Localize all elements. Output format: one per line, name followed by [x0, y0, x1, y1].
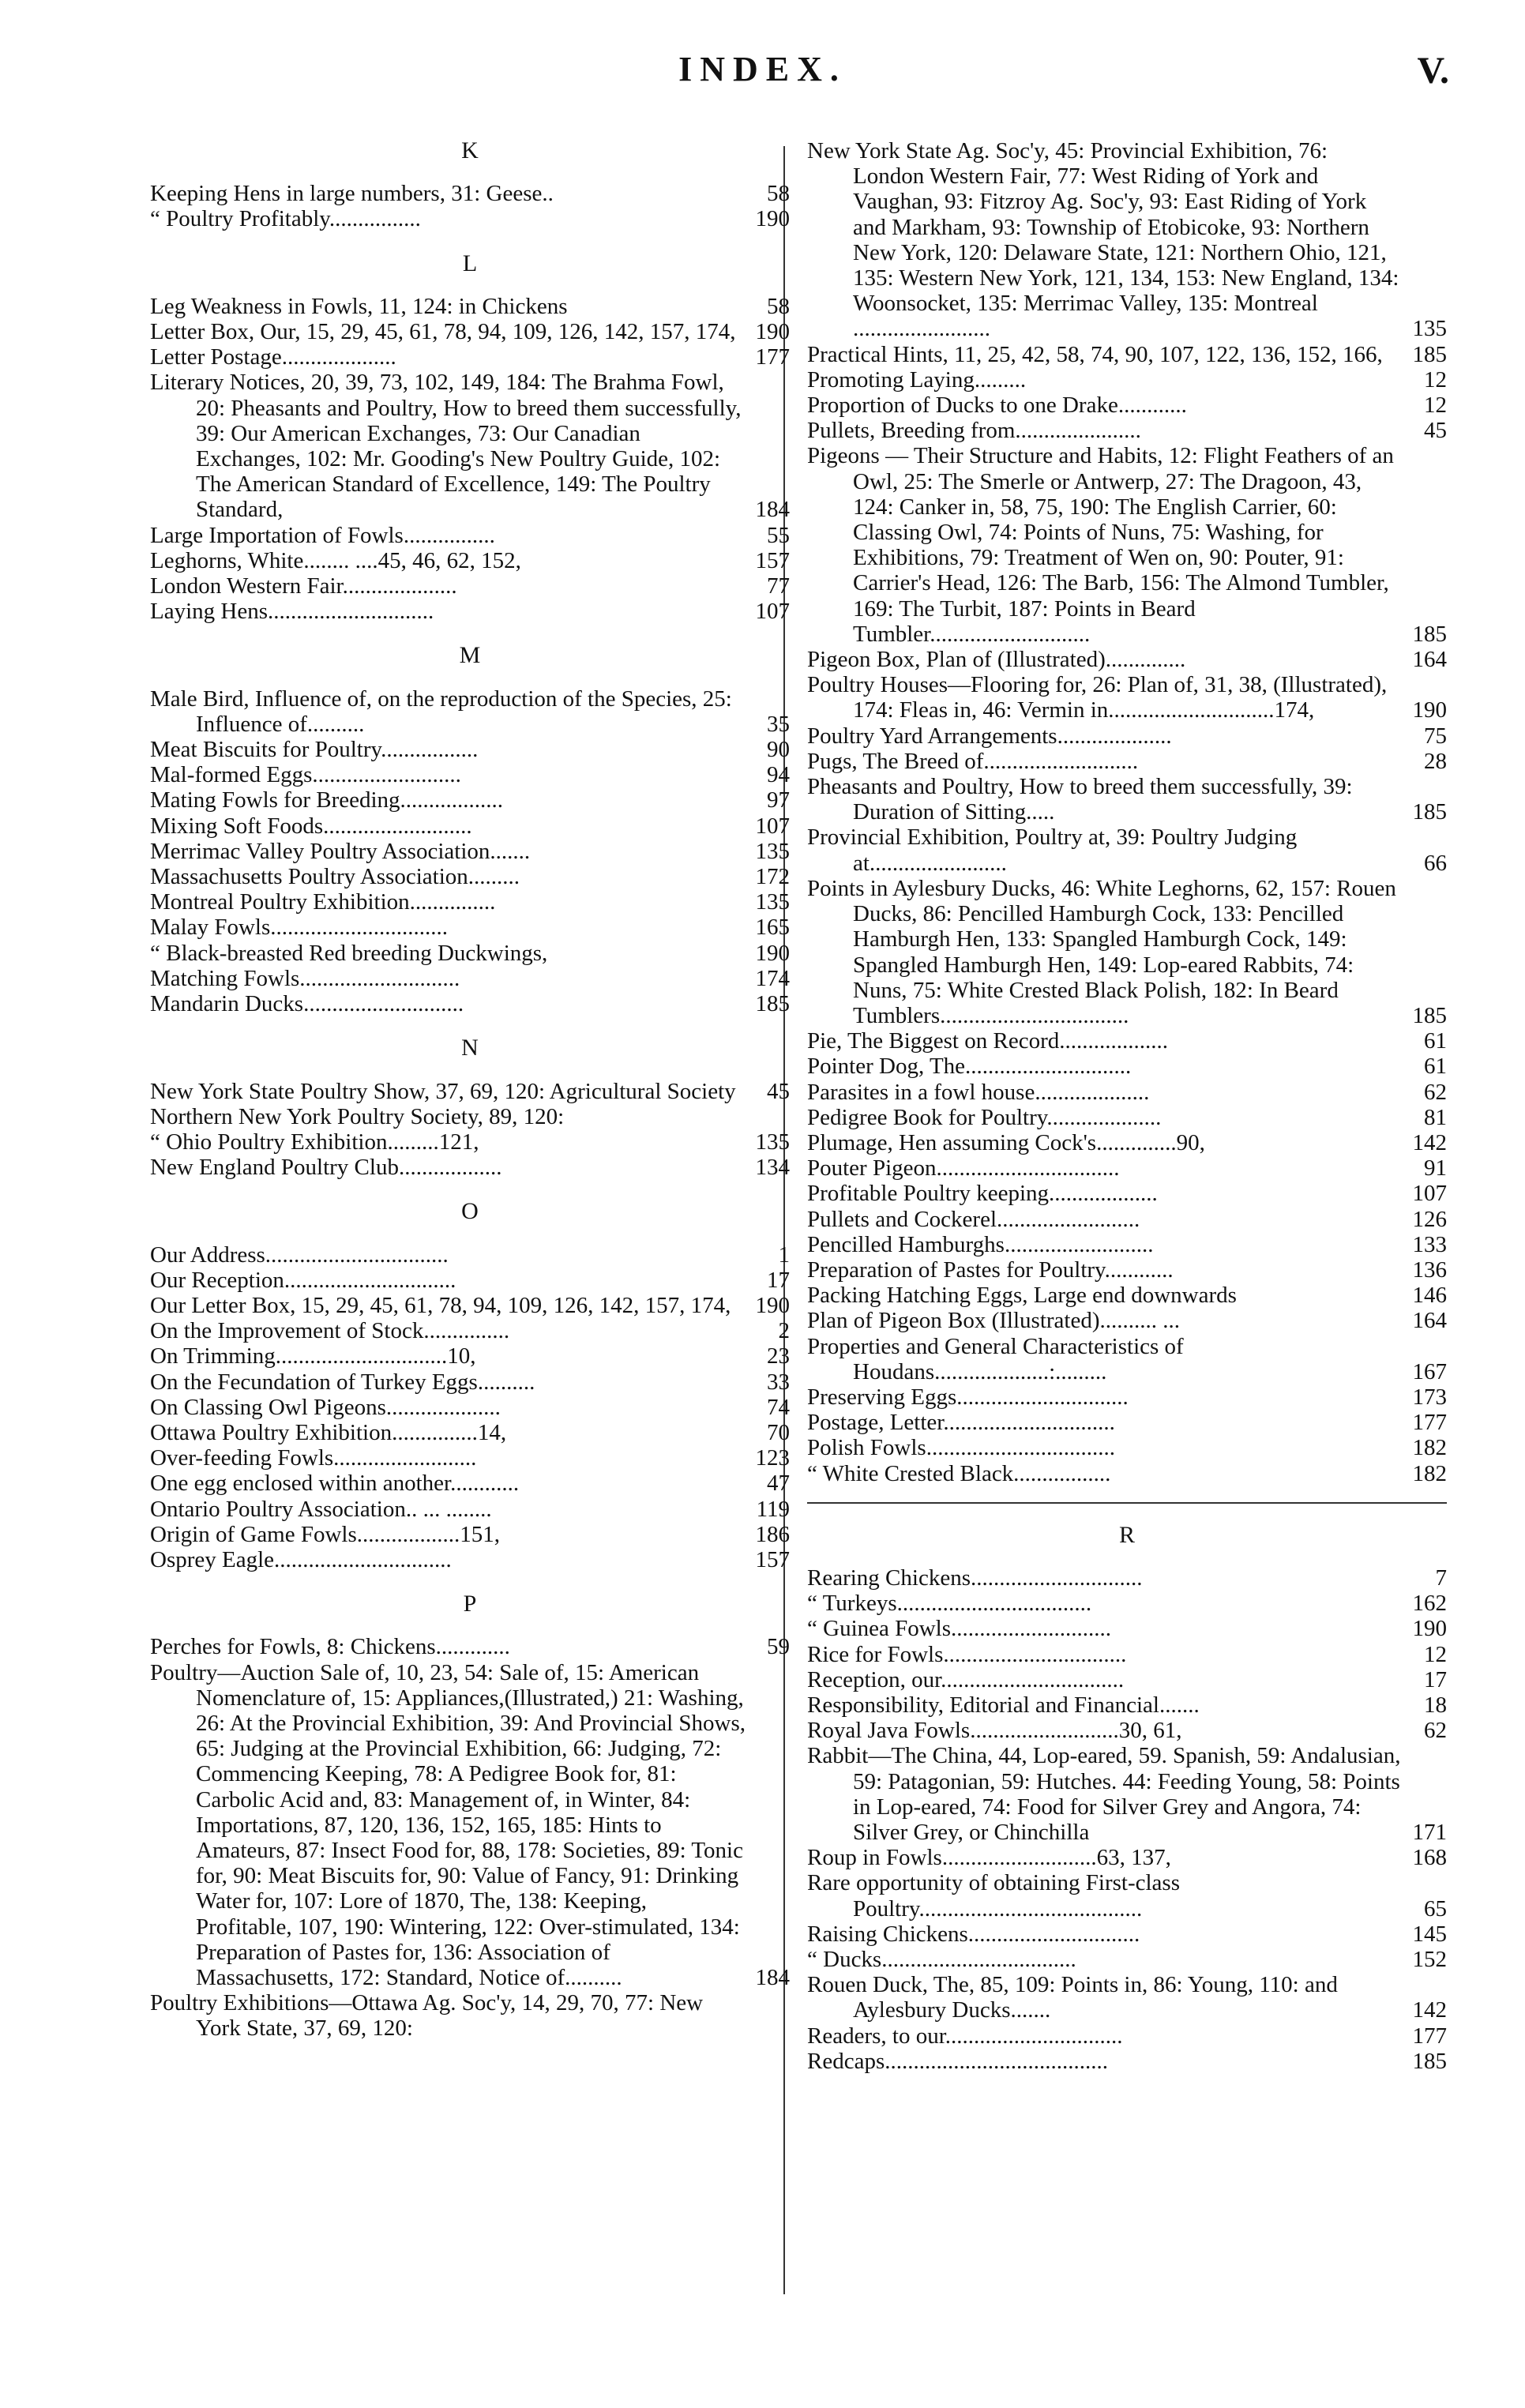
index-entry-page: 90 [767, 737, 790, 763]
section-letter: M [459, 642, 481, 669]
page-number: V. [1417, 50, 1449, 92]
index-entry-page: 190 [755, 206, 790, 232]
index-entry [807, 1105, 1447, 1130]
index-entry-page: 172 [755, 864, 790, 890]
index-entry [807, 2049, 1447, 2074]
index-entry-text: Roup in Fowls...........................63, 137, [807, 1845, 1171, 1871]
index-entry-text: Massachusetts Poultry Association......... [150, 864, 520, 890]
index-entry [150, 1369, 790, 1395]
index-entry-text: “ Ducks.................................. [807, 1947, 1076, 1973]
index-entry-page: 59 [767, 1634, 790, 1660]
index-entry-page: 33 [767, 1369, 790, 1395]
index-entry [807, 723, 1447, 749]
index-entry [807, 1718, 1447, 1743]
index-entry-page: 184 [755, 1965, 790, 1990]
index-entry [150, 1129, 790, 1155]
index-entry [807, 647, 1447, 672]
index-entry-text: Literary Notices, 20, 39, 73, 102, 149, 184: The Brahma Fowl, 20: Pheasants and Poultry, How to breed them successfully, 39: Our American Exchanges, 73: Our Canadian Exchanges, 102: Mr. Gooding's New Poultry Guide, 102: The American Standard of Excellence, 149: The Poultry Standard, [150, 370, 742, 523]
index-entry-text: Provincial Exhibition, Poultry at, 39: Poultry Judging at........................ [807, 825, 1298, 876]
index-entry-page: 77 [767, 573, 790, 599]
index-entry-page: 182 [1412, 1435, 1447, 1461]
section-letter: O [461, 1198, 479, 1225]
index-entry-page: 1 [778, 1242, 790, 1268]
index-entry-text: Points in Aylesbury Ducks, 46: White Leghorns, 62, 157: Rouen Ducks, 86: Pencilled Hamburgh Cock, 133: Pencilled Hamburgh Hen, 133: Spangled Hamburgh Cock, 149: Spangled Hamburgh Hen, 149: Lop-eared Rabbits, 74: Nuns, 75: White Crested Black Polish, 182: In Beard Tumblers................................. [807, 875, 1396, 1028]
section-letter: R [1118, 1521, 1135, 1548]
index-entry-page: 152 [1412, 1947, 1447, 1973]
index-entry [150, 1471, 790, 1496]
index-entry-text: “ Turkeys.................................. [807, 1591, 1092, 1617]
index-entry [807, 1642, 1447, 1667]
index-entry-page: 74 [767, 1394, 790, 1420]
index-entry-page: 164 [1412, 1308, 1447, 1334]
index-entry-text: On the Improvement of Stock............... [150, 1318, 510, 1344]
index-entry-page: 70 [767, 1419, 790, 1445]
index-entry-text: Properties and General Characteristics of Houdans....................:......... [807, 1333, 1184, 1384]
index-entry-page: 12 [1424, 366, 1447, 393]
index-entry [807, 1922, 1447, 1947]
index-entry [807, 1283, 1447, 1308]
index-entry-text: Pullets, Breeding from...................... [807, 418, 1141, 444]
section-rule [807, 1502, 1447, 1504]
index-entry-text: Promoting Laying......... [807, 366, 1027, 393]
index-entry [807, 1565, 1447, 1591]
index-entry-page: 107 [1412, 1181, 1447, 1207]
index-entry-page: 190 [1412, 1616, 1447, 1642]
index-entry-text: Pedigree Book for Poultry.................... [807, 1104, 1162, 1130]
index-entry [150, 1155, 790, 1180]
index-entry [150, 370, 790, 522]
index-entry [807, 774, 1447, 825]
index-entry-text: Poultry Exhibitions—Ottawa Ag. Soc'y, 14, 29, 70, 77: New York State, 37, 69, 120: [150, 1990, 704, 2042]
index-entry [150, 762, 790, 787]
index-entry-page: 7 [1435, 1565, 1447, 1591]
index-entry-text: “ Black-breasted Red breeding Duckwings, [150, 940, 548, 966]
index-entry-page: 146 [1412, 1283, 1447, 1309]
index-entry [807, 1207, 1447, 1232]
index-entry-text: Rouen Duck, The, 85, 109: Points in, 86: Young, 110: and Aylesbury Ducks....... [807, 1972, 1338, 2023]
index-entry-text: One egg enclosed within another............ [150, 1471, 520, 1497]
index-entry [807, 749, 1447, 774]
index-entry-page: 18 [1424, 1692, 1447, 1718]
index-entry [807, 1334, 1447, 1384]
index-entry-text: Rice for Fowls................................ [807, 1641, 1127, 1667]
index-entry-text: Responsibility, Editorial and Financial....... [807, 1692, 1200, 1718]
index-entry-text: Our Letter Box, 15, 29, 45, 61, 78, 94, 109, 126, 142, 157, 174, [150, 1292, 731, 1318]
index-entry-page: 190 [755, 319, 790, 345]
right-column [807, 138, 1447, 2074]
index-entry-page: 58 [767, 181, 790, 207]
index-entry-page: 17 [767, 1267, 790, 1293]
index-entry-text: Over-feeding Fowls......................... [150, 1445, 477, 1471]
index-entry-text: Letter Box, Our, 15, 29, 45, 61, 78, 94, 109, 126, 142, 157, 174, [150, 319, 736, 345]
index-entry-text: “ Guinea Fowls............................ [807, 1616, 1112, 1642]
index-entry [150, 294, 790, 319]
index-entry [807, 1080, 1447, 1105]
index-entry-page: 62 [1424, 1079, 1447, 1105]
index-entry [807, 1972, 1447, 2023]
index-entry-text: “ Poultry Profitably................ [150, 206, 421, 232]
index-entry-text: Our Reception.............................. [150, 1267, 456, 1293]
index-entry-page: 162 [1412, 1591, 1447, 1617]
index-entry-text: Pointer Dog, The............................. [807, 1054, 1132, 1080]
index-entry [150, 787, 790, 813]
index-entry-page: 167 [1412, 1358, 1447, 1384]
index-entry-text: Parasites in a fowl house.................... [807, 1079, 1150, 1105]
index-entry [807, 1845, 1447, 1870]
index-entry-page: 75 [1424, 723, 1447, 749]
index-entry-text: On the Fecundation of Turkey Eggs.......... [150, 1369, 535, 1395]
index-entry [807, 1616, 1447, 1641]
index-entry [150, 889, 790, 915]
index-entry-text: Royal Java Fowls..........................30, 61, [807, 1718, 1182, 1744]
index-entry-page: 173 [1412, 1384, 1447, 1410]
index-entry-page: 177 [1412, 2023, 1447, 2049]
index-entry-text: Leg Weakness in Fowls, 11, 124: in Chickens [150, 293, 568, 319]
index-entry-text: Preparation of Pastes for Poultry............ [807, 1257, 1174, 1283]
index-entry-text: London Western Fair.................... [150, 573, 457, 599]
index-entry-page: 145 [1412, 1921, 1447, 1947]
index-entry-text: Leghorns, White........ ....45, 46, 62, 152, [150, 547, 521, 573]
index-entry-page: 55 [767, 522, 790, 548]
index-entry [807, 1667, 1447, 1692]
index-entry-text: Ontario Poultry Association.. ... ........ [150, 1496, 492, 1522]
index-entry-page: 45 [767, 1078, 790, 1104]
index-entry [150, 1634, 790, 1659]
index-entry [150, 1079, 790, 1104]
index-entry [150, 737, 790, 762]
index-entry-page: 23 [767, 1343, 790, 1369]
index-entry-text: Proportion of Ducks to one Drake............ [807, 393, 1187, 419]
index-entry-page: 119 [756, 1496, 790, 1522]
index-entry-text: Poultry Houses—Flooring for, 26: Plan of, 31, 38, (Illustrated), 174: Fleas in, 46: Vermin in.............................174, [807, 672, 1388, 723]
index-entry-text: Mandarin Ducks............................ [150, 991, 464, 1017]
index-entry [150, 1522, 790, 1547]
index-entry-text: Origin of Game Fowls..................151, [150, 1521, 501, 1547]
index-entry-text: Montreal Poultry Exhibition............... [150, 889, 496, 915]
index-entry [807, 1591, 1447, 1616]
index-entry [150, 686, 790, 737]
index-entry-text: Readers, to our............................... [807, 2023, 1123, 2049]
index-entry-page: 190 [755, 1292, 790, 1318]
index-entry [150, 548, 790, 573]
index-entry-page: 58 [767, 293, 790, 319]
index-entry-text: Merrimac Valley Poultry Association....... [150, 838, 531, 864]
index-entry-page: 123 [755, 1445, 790, 1471]
index-entry-text: Preserving Eggs.............................. [807, 1384, 1129, 1410]
index-entry-page: 135 [755, 838, 790, 864]
index-entry [807, 1130, 1447, 1155]
index-entry [807, 2023, 1447, 2049]
index-entry-page: 135 [1412, 316, 1447, 342]
index-entry [807, 825, 1447, 875]
page-header [0, 49, 1525, 104]
index-entry [807, 418, 1447, 443]
index-entry-text: Ottawa Poultry Exhibition...............14, [150, 1419, 507, 1445]
index-entry-text: Reception, our................................ [807, 1666, 1125, 1692]
index-entry-page: 185 [1412, 341, 1447, 367]
index-entry-page: 157 [755, 547, 790, 573]
index-entry-page: 94 [767, 762, 790, 788]
index-entry-page: 107 [755, 599, 790, 625]
index-entry-text: Pigeon Box, Plan of (Illustrated).............. [807, 647, 1186, 673]
index-entry [150, 1660, 790, 1991]
section-letter: P [463, 1591, 477, 1617]
index-entry-text: Matching Fowls............................ [150, 965, 460, 991]
index-entry-text: Meat Biscuits for Poultry................. [150, 737, 479, 763]
index-entry-text: Pigeons — Their Structure and Habits, 12: Flight Feathers of an Owl, 25: The Smerle or Antwerp, 27: The Dragoon, 43, 124: Canker in, 58, 75, 190: The English Carrier, 60: Classing Owl, 74: Points of Nuns, 75: Washing, for Exhibitions, 79: Treatment of Wen on, 90: Pouter, 91: Carrier's Head, 126: The Barb, 156: The Almond Tumbler, 169: The Turbit, 187: Points in Beard Tumbler............................ [807, 443, 1394, 647]
index-entry [150, 864, 790, 889]
index-entry-page: 12 [1424, 1641, 1447, 1667]
index-entry-text: Rabbit—The China, 44, Lop-eared, 59. Spanish, 59: Andalusian, 59: Patagonian, 59: Hutches. 44: Feeding Young, 58: Points in Lop-eared, 74: Food for Silver Grey and Angora, 74: Silver Grey, or Chinchilla [807, 1743, 1401, 1845]
index-entry [150, 573, 790, 599]
index-entry [807, 1308, 1447, 1333]
index-entry-text: Postage, Letter.............................. [807, 1410, 1115, 1436]
index-entry [150, 915, 790, 940]
index-entry-page: 177 [1412, 1410, 1447, 1436]
index-entry-text: Redcaps....................................... [807, 2048, 1108, 2074]
index-entry-text: Poultry—Auction Sale of, 10, 23, 54: Sale of, 15: American Nomenclature of, 15: Appliances,(Illustrated,) 21: Washing, 26: At the Provincial Exhibition, 39: And Provincial Shows, 65: Judging at the Provincial Exhibition, 66: Judging, 72: Commencing Keeping, 78: A Pedigree Book for, 81: Carbolic Acid and, 83: Management of, in Winter, 84: Importations, 87, 120, 136, 152, 165, 185: Hints to Amateurs, 87: Insect Food for, 88, 178: Societies, 89: Tonic for, 90: Meat Biscuits for, 90: Value of Fancy, 91: Drinking Water for, 107: Lore of 1870, The, 138: Keeping, Profitable, 107, 190: Wintering, 122: Over-stimulated, 134: Preparation of Pastes for, 136: Association of Massachusetts, 172: Standard, Notice of.......... [150, 1659, 746, 1990]
index-entry-page: 168 [1412, 1845, 1447, 1871]
index-entry-page: 185 [1412, 621, 1447, 647]
index-entry [150, 1420, 790, 1445]
index-entry [807, 367, 1447, 393]
index-entry [807, 1232, 1447, 1257]
index-entry-text: Plan of Pigeon Box (Illustrated).......... ... [807, 1308, 1181, 1334]
index-entry-page: 126 [1412, 1206, 1447, 1232]
index-entry [807, 1384, 1447, 1410]
section-letter: L [462, 250, 478, 276]
index-entry-text: “ White Crested Black................. [807, 1460, 1111, 1486]
index-entry [150, 941, 790, 966]
index-entry-page: 185 [1412, 1002, 1447, 1028]
index-entry-text: Rearing Chickens.............................. [807, 1565, 1143, 1591]
index-entry-page: 28 [1424, 748, 1447, 774]
index-entry [150, 1104, 790, 1129]
index-entry-text: Rare opportunity of obtaining First-class Poultry....................................... [807, 1870, 1180, 1922]
index-entry-text: Letter Postage.................... [150, 344, 396, 370]
index-entry-page: 136 [1412, 1257, 1447, 1283]
index-entry-text: Profitable Poultry keeping................... [807, 1181, 1158, 1207]
index-entry-text: Laying Hens............................. [150, 599, 434, 625]
index-entry-text: New England Poultry Club.................. [150, 1155, 502, 1181]
index-entry [807, 1743, 1447, 1845]
index-entry [807, 1410, 1447, 1435]
index-entry [807, 876, 1447, 1028]
index-entry [807, 1054, 1447, 1079]
index-entry-page: 185 [1412, 2048, 1447, 2074]
index-entry [150, 1547, 790, 1572]
index-entry-text: Packing Hatching Eggs, Large end downwards [807, 1283, 1237, 1309]
index-entry [807, 672, 1447, 723]
index-entry [807, 1257, 1447, 1283]
left-column [150, 138, 790, 2042]
index-entry-text: “ Ohio Poultry Exhibition.........121, [150, 1129, 479, 1155]
index-entry [150, 991, 790, 1016]
index-entry-text: On Classing Owl Pigeons.................... [150, 1394, 501, 1420]
index-entry-page: 186 [755, 1521, 790, 1547]
index-entry-page: 174 [755, 965, 790, 991]
index-entry [150, 181, 790, 206]
index-entry [150, 1293, 790, 1318]
index-entry-page: 142 [1412, 1997, 1447, 2023]
index-entry-page: 184 [755, 497, 790, 523]
index-entry [150, 344, 790, 370]
index-entry-text: Pouter Pigeon................................ [807, 1155, 1120, 1181]
index-entry-page: 135 [755, 889, 790, 915]
index-entry-page: 12 [1424, 393, 1447, 419]
index-entry-text: Pencilled Hamburghs.......................... [807, 1231, 1154, 1257]
index-entry-page: 142 [1412, 1129, 1447, 1155]
index-entry-text: Polish Fowls................................. [807, 1435, 1115, 1461]
index-entry-page: 107 [755, 813, 790, 839]
index-entry [150, 1318, 790, 1343]
index-entry [150, 1242, 790, 1268]
index-entry [807, 138, 1447, 342]
index-entry [150, 966, 790, 991]
index-entry-page: 185 [1412, 799, 1447, 825]
index-entry [150, 206, 790, 231]
index-entry-page: 165 [755, 915, 790, 941]
index-entry-page: 182 [1412, 1460, 1447, 1486]
index-entry-page: 134 [755, 1155, 790, 1181]
index-entry-text: On Trimming..............................10, [150, 1343, 476, 1369]
index-entry-page: 45 [1424, 418, 1447, 444]
index-entry-page: 61 [1424, 1054, 1447, 1080]
index-entry-page: 62 [1424, 1718, 1447, 1744]
index-entry [150, 523, 790, 548]
section-letter: K [461, 137, 479, 163]
index-entry [807, 342, 1447, 367]
index-entry-page: 190 [755, 940, 790, 966]
index-entry [150, 813, 790, 839]
index-entry [150, 599, 790, 624]
index-entry-page: 133 [1412, 1231, 1447, 1257]
index-entry [807, 1870, 1447, 1921]
index-entry [150, 1268, 790, 1293]
index-entry [150, 319, 790, 344]
index-entry-text: Raising Chickens.............................. [807, 1921, 1140, 1947]
page-title: INDEX. [678, 50, 847, 88]
index-entry [807, 443, 1447, 647]
index-entry [807, 1181, 1447, 1206]
index-entry-text: Mal-formed Eggs.......................... [150, 762, 461, 788]
index-entry [807, 1947, 1447, 1972]
index-entry [150, 1395, 790, 1420]
section-letter: N [461, 1035, 479, 1061]
index-entry-page: 97 [767, 787, 790, 813]
index-entry-text: Mixing Soft Foods.......................... [150, 813, 472, 839]
index-entry-text: Osprey Eagle............................... [150, 1546, 452, 1572]
index-entry [807, 1028, 1447, 1054]
index-entry-page: 171 [1412, 1820, 1447, 1845]
index-entry [807, 1155, 1447, 1181]
index-entry [807, 1461, 1447, 1486]
index-entry-text: Large Importation of Fowls................ [150, 522, 495, 548]
index-entry [150, 1990, 790, 2041]
index-entry-text: New York State Ag. Soc'y, 45: Provincial Exhibition, 76: London Western Fair, 77: West Riding of York and Vaughan, 93: Fitzroy Ag. Soc'y, 93: East Riding of York and Markham, 93: Township of Etobicoke, 93: Northern New York, 120: Delaware State, 121: Northern Ohio, 121, 135: Western New York, 121, 134, 153: New England, 134: Woonsocket, 135: Merrimac Valley, 135: Montreal ........................ [807, 138, 1399, 342]
index-entry-page: 65 [1424, 1895, 1447, 1922]
index-entry [150, 1343, 790, 1369]
index-entry-page: 190 [1412, 697, 1447, 723]
index-entry-text: Plumage, Hen assuming Cock's..............90, [807, 1129, 1205, 1155]
index-entry-text: Perches for Fowls, 8: Chickens............. [150, 1634, 510, 1660]
index-entry-text: Keeping Hens in large numbers, 31: Geese.. [150, 181, 554, 207]
index-entry [807, 1435, 1447, 1460]
index-entry-text: Mating Fowls for Breeding.................. [150, 787, 504, 813]
index-entry-page: 157 [755, 1546, 790, 1572]
index-entry-text: Northern New York Poultry Society, 89, 120: [150, 1103, 565, 1129]
index-entry-text: Practical Hints, 11, 25, 42, 58, 74, 90, 107, 122, 136, 152, 166, [807, 341, 1383, 367]
index-entry-text: Poultry Yard Arrangements.................... [807, 723, 1172, 749]
index-entry [807, 393, 1447, 418]
index-entry-text: Malay Fowls............................... [150, 915, 448, 941]
index-entry-page: 91 [1424, 1155, 1447, 1181]
index-entry-page: 17 [1424, 1666, 1447, 1692]
index-entry-text: Pullets and Cockerel......................... [807, 1206, 1140, 1232]
index-entry-page: 61 [1424, 1028, 1447, 1054]
index-entry-page: 2 [778, 1318, 790, 1344]
index-entry [150, 1497, 790, 1522]
index-entry-page: 185 [755, 991, 790, 1017]
index-entry-text: Male Bird, Influence of, on the reproduction of the Species, 25: Influence of.......... [150, 686, 732, 737]
index-entry-page: 177 [755, 344, 790, 370]
index-entry [150, 1445, 790, 1471]
index-entry-page: 135 [755, 1129, 790, 1155]
index-entry [150, 839, 790, 864]
index-entry-text: Pie, The Biggest on Record................... [807, 1028, 1168, 1054]
index-entry-page: 66 [1424, 850, 1447, 876]
index-entry-text: Pheasants and Poultry, How to breed them successfully, 39: Duration of Sitting..... [807, 774, 1353, 825]
index-entry-text: Our Address................................ [150, 1242, 449, 1268]
index-entry [807, 1692, 1447, 1718]
index-entry-text: Pugs, The Breed of........................... [807, 748, 1139, 774]
index-entry-page: 35 [767, 711, 790, 737]
index-entry-text: New York State Poultry Show, 37, 69, 120: Agricultural Society [150, 1078, 736, 1104]
index-entry-page: 47 [767, 1471, 790, 1497]
index-entry-page: 81 [1424, 1104, 1447, 1130]
index-entry-page: 164 [1412, 647, 1447, 673]
